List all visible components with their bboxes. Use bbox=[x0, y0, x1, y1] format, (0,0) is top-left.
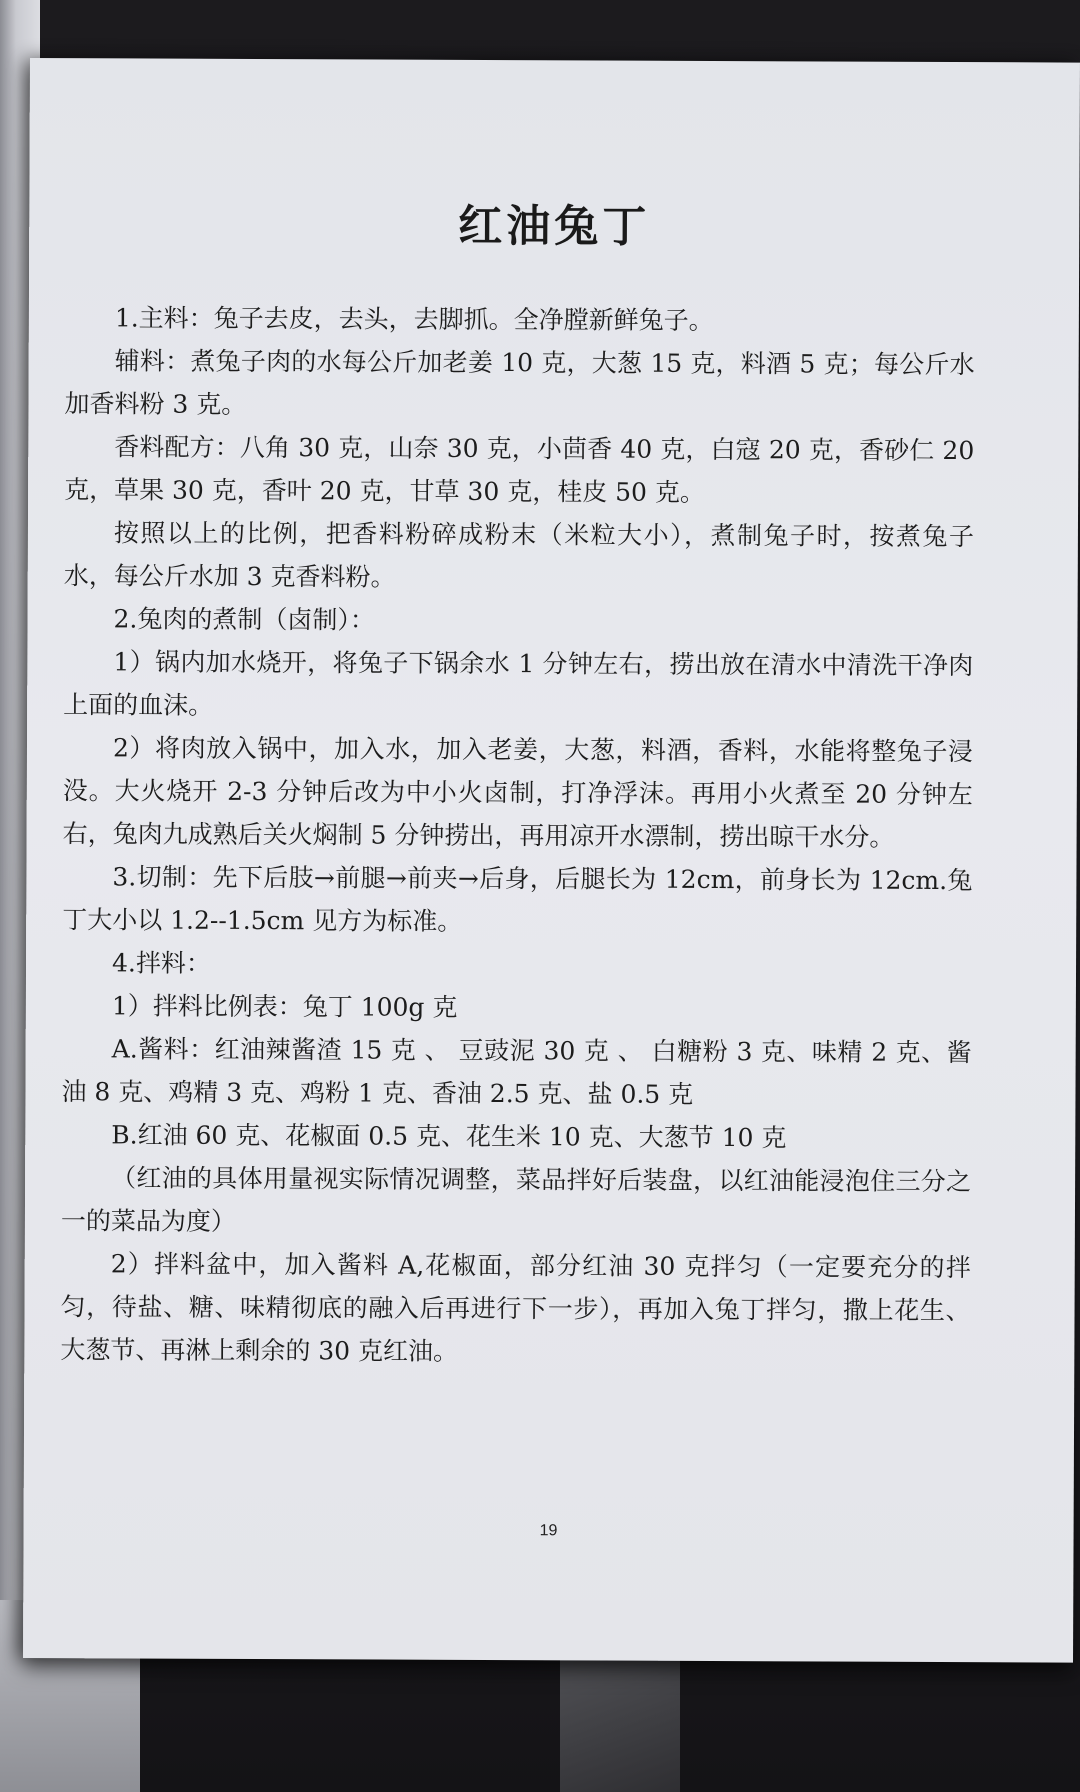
paragraph-mixing-ratio: 1）拌料比例表：兔丁 100g 克 bbox=[111, 991, 458, 1022]
background-surface bbox=[560, 1640, 680, 1792]
paragraph-sauce-b: B.红油 60 克、花椒面 0.5 克、花生米 10 克、大葱节 10 克 bbox=[111, 1120, 787, 1153]
paragraph-auxiliary-ingredients: 辅料：煮兔子肉的水每公斤加老姜 10 克，大葱 15 克，料酒 5 克；每公斤水加香料粉 3 克。 bbox=[64, 346, 975, 419]
paragraph-step-4-2: 2）拌料盆中，加入酱料 A,花椒面，部分红油 30 克拌匀（一定要充分的拌匀，待盐、糖、味精彻底的融入后再进行下一步），再加入兔丁拌匀，撒上花生、大葱节、再淋上剩余的 30 克红油。 bbox=[60, 1249, 971, 1366]
book-page bbox=[23, 58, 1080, 1663]
recipe-body bbox=[60, 296, 975, 1375]
paragraph-main-ingredients: 1.主料：兔子去皮，去头，去脚抓。全净膛新鲜兔子。 bbox=[114, 303, 714, 335]
paragraph-section-2-heading: 2.兔肉的煮制（卤制）： bbox=[113, 604, 375, 635]
paragraph-red-oil-note: （红油的具体用量视实际情况调整，菜品拌好后装盘，以红油能浸泡住三分之一的菜品为度） bbox=[60, 1163, 972, 1236]
paragraph-spice-ratio: 按照以上的比例，把香料粉碎成粉末（米粒大小），煮制兔子时，按煮兔子水，每公斤水加 3 克香料粉。 bbox=[63, 518, 974, 592]
page-number: 19 bbox=[539, 1522, 558, 1540]
paragraph-spice-formula: 香料配方：八角 30 克，山奈 30 克，小茴香 40 克，白寇 20 克，香砂仁 20 克，草果 30 克，香叶 20 克，甘草 30 克，桂皮 50 克。 bbox=[64, 432, 975, 507]
page-title: 红油兔丁 bbox=[458, 200, 651, 253]
paragraph-sauce-a: A.酱料：红油辣酱渣 15 克 、 豆豉泥 30 克 、 白糖粉 3 克、味精 2 克、酱油 8 克、鸡精 3 克、鸡粉 1 克、香油 2.5 克、盐 0.5 克 bbox=[61, 1034, 972, 1109]
paragraph-section-3-cutting: 3.切制：先下后肢→前腿→前夹→后身，后腿长为 12cm，前身长为 12cm.兔丁大小以 1.2--1.5cm 见方为标准。 bbox=[62, 862, 973, 936]
paragraph-section-4-heading: 4.拌料： bbox=[111, 948, 211, 978]
paragraph-step-2-2: 2）将肉放入锅中，加入水，加入老姜，大葱，料酒，香料，水能将整兔子浸没。大火烧开 2-3 分钟后改为中小火卤制，打净浮沫。再用小火煮至 20 分钟左右，兔肉九成熟后关火焖制 5 分钟捞出，再用凉开水漂制，捞出晾干水分。 bbox=[62, 733, 974, 852]
paragraph-step-2-1: 1）锅内加水烧开，将兔子下锅余水 1 分钟左右，捞出放在清水中清洗干净肉上面的血沫。 bbox=[63, 647, 974, 720]
